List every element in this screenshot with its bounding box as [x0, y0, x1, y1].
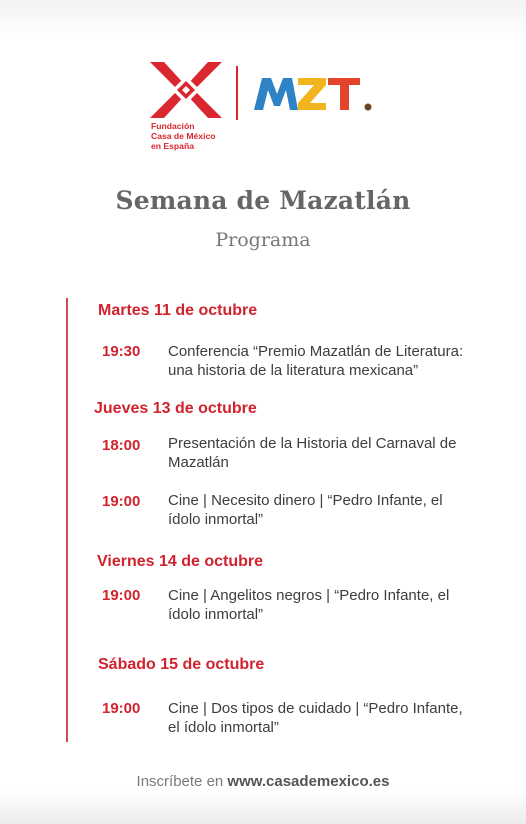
- page-title: Semana de Mazatlán: [115, 186, 411, 215]
- event-line: ídolo inmortal”: [168, 511, 264, 528]
- day-heading: Viernes 14 de octubre: [97, 553, 263, 570]
- event-line: Cine | Dos tipos de cuidado | “Pedro Infante,: [168, 700, 463, 717]
- foundation-line: Casa de México: [151, 131, 216, 141]
- event-description: [168, 586, 488, 624]
- day-heading: Sábado 15 de octubre: [98, 656, 265, 673]
- foundation-line: en España: [151, 141, 194, 151]
- timeline-rule: [66, 298, 68, 742]
- foundation-name: [151, 121, 215, 151]
- header-logos: [150, 62, 390, 154]
- day-heading: Martes 11 de octubre: [98, 302, 258, 319]
- event-line: ídolo inmortal”: [168, 606, 264, 623]
- event-line: Mazatlán: [168, 454, 229, 471]
- event-description: [168, 699, 488, 737]
- event-time: 19:00: [102, 587, 141, 604]
- footer: [0, 773, 526, 790]
- event-line: Cine | Angelitos negros | “Pedro Infante, el: [168, 587, 450, 604]
- day-heading: Jueves 13 de octubre: [94, 400, 257, 417]
- website-link[interactable]: www.casademexico.es: [227, 773, 390, 790]
- event-line: una historia de la literatura mexicana”: [168, 362, 419, 379]
- event-line: Conferencia “Premio Mazatlán de Literatura:: [168, 343, 464, 360]
- logo-divider: [236, 66, 238, 120]
- footer-prefix: Inscríbete en: [136, 773, 224, 790]
- fundacion-x-logo: [150, 62, 222, 118]
- mzt-logo: [252, 72, 374, 114]
- event-description: [168, 434, 488, 472]
- event-time: 19:00: [102, 700, 141, 717]
- event-description: [168, 491, 488, 529]
- event-description: [168, 342, 488, 380]
- page-subtitle: Programa: [215, 229, 311, 251]
- event-time: 19:30: [102, 343, 141, 360]
- event-line: Presentación de la Historia del Carnaval de: [168, 435, 457, 452]
- event-time: 18:00: [102, 437, 141, 454]
- foundation-line: Fundación: [151, 121, 195, 131]
- event-line: Cine | Necesito dinero | “Pedro Infante, el: [168, 492, 443, 509]
- event-time: 19:00: [102, 493, 141, 510]
- event-line: el ídolo inmortal”: [168, 719, 279, 736]
